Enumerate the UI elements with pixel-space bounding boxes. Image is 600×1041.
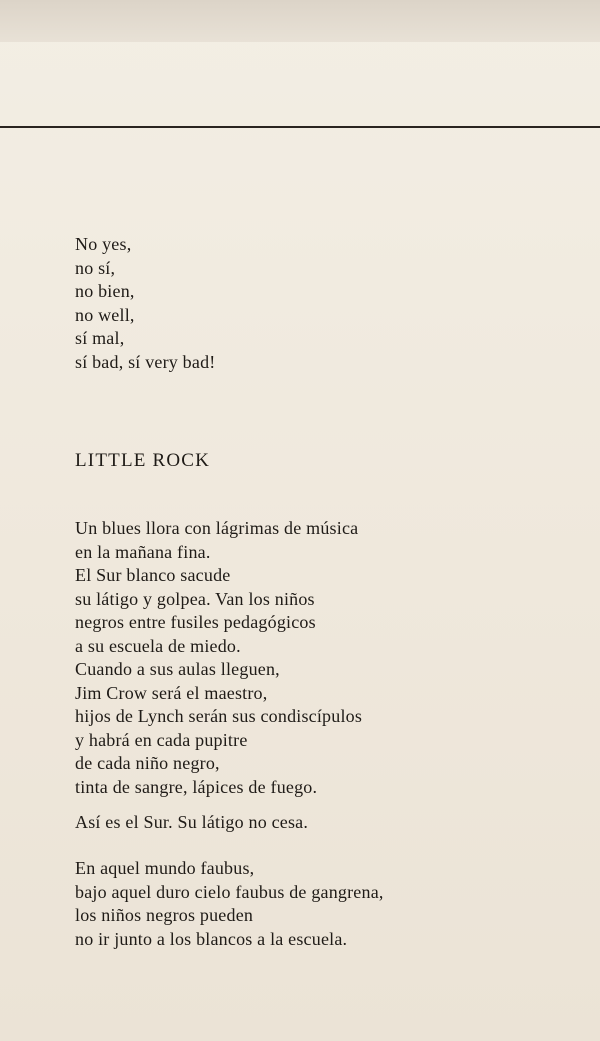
poem-line: Cuando a sus aulas lleguen, xyxy=(75,659,280,679)
poem-line: Un blues llora con lágrimas de música xyxy=(75,518,359,538)
poem-line: no ir junto a los blancos a la escuela. xyxy=(75,928,348,949)
poem-line: bajo aquel duro cielo faubus de gangrena, xyxy=(75,881,384,902)
poem-fragment-stanza xyxy=(75,233,215,374)
poem-line: sí bad, sí very bad! xyxy=(75,351,216,372)
poem-line: no sí, xyxy=(75,257,116,278)
poem-line: su látigo y golpea. Van los niños xyxy=(75,588,315,609)
poem-line: hijos de Lynch serán sus condiscípulos xyxy=(75,706,363,726)
poem-line: no bien, xyxy=(75,281,135,301)
poem-line: negros entre fusiles pedagógicos xyxy=(75,612,316,632)
poem-line: y habrá en cada pupitre xyxy=(75,729,248,750)
poem-line: En aquel mundo faubus, xyxy=(75,858,255,878)
poem-line: Jim Crow será el maestro, xyxy=(75,682,268,703)
poem-line: los niños negros pueden xyxy=(75,905,254,925)
poem-line: El Sur blanco sacude xyxy=(75,565,231,585)
poem-line: no well, xyxy=(75,304,135,325)
poem-line: en la mañana fina. xyxy=(75,541,211,562)
poem-line: tinta de sangre, lápices de fuego. xyxy=(75,776,318,797)
poem-line: de cada niño negro, xyxy=(75,753,220,773)
poem-stanza-3 xyxy=(75,857,384,951)
page-top-edge xyxy=(0,0,600,42)
poem-line: a su escuela de miedo. xyxy=(75,635,241,656)
poem-line: sí mal, xyxy=(75,328,125,348)
poem-stanza-2 xyxy=(75,811,308,835)
poem-line: No yes, xyxy=(75,234,132,254)
header-rule xyxy=(0,126,600,128)
poem-stanza-1 xyxy=(75,517,362,799)
poem-title: LITTLE ROCK xyxy=(75,450,211,471)
poem-line: Así es el Sur. Su látigo no cesa. xyxy=(75,812,309,832)
